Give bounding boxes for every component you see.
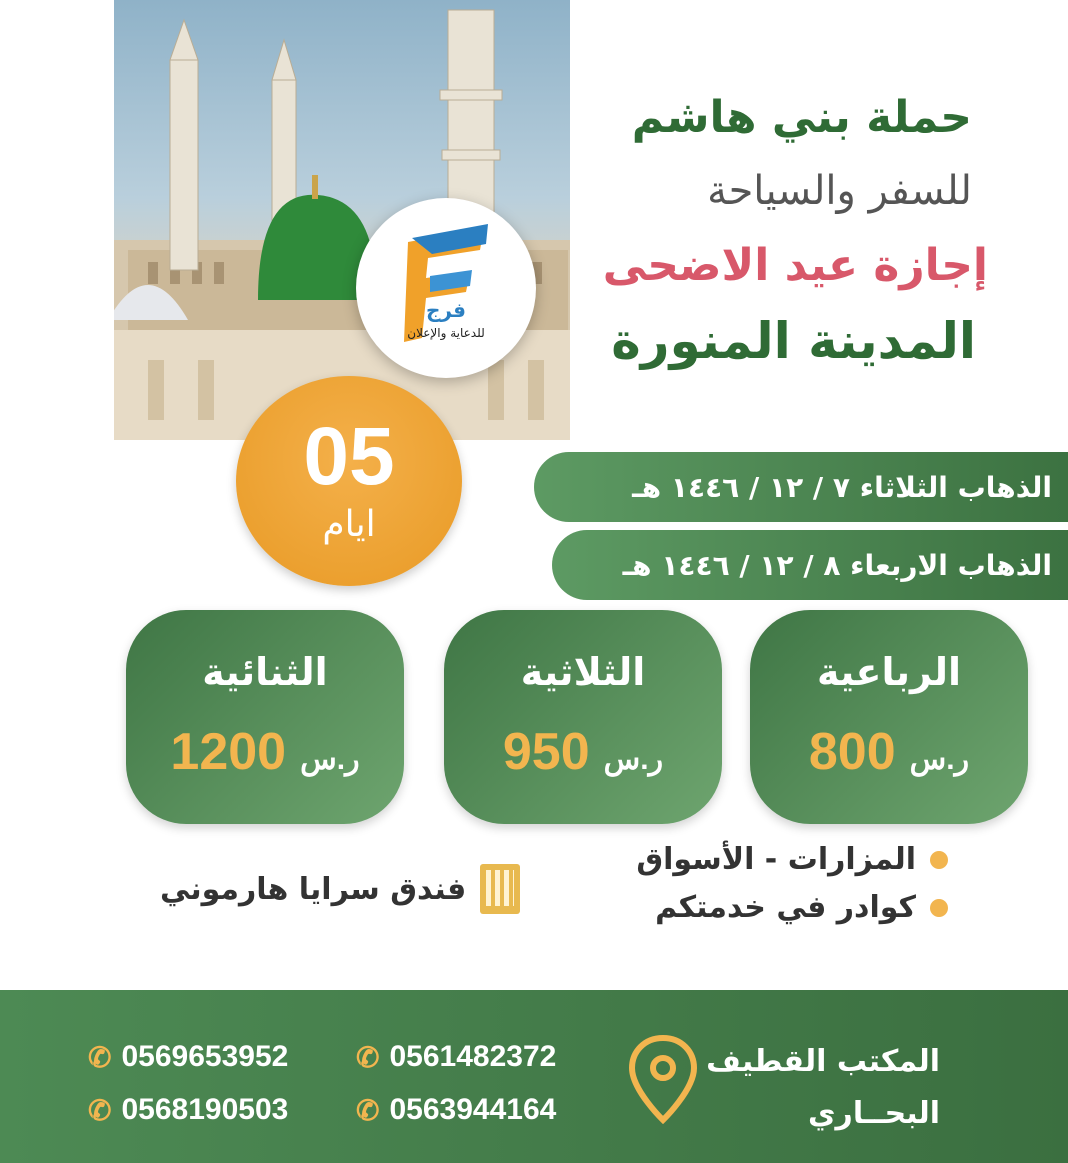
- package-name: الثنائية: [202, 650, 328, 694]
- campaign-title: حملة بني هاشم: [631, 92, 972, 143]
- logo-f-icon: [356, 198, 536, 378]
- phone-icon: ✆: [88, 1041, 112, 1073]
- duration-label: ايام: [322, 504, 376, 545]
- phone-text: 0568190503: [121, 1093, 289, 1126]
- phone-icon: ✆: [88, 1094, 112, 1126]
- phone-icon: ✆: [356, 1094, 380, 1126]
- currency-icon: ر.س: [603, 743, 664, 776]
- currency-icon: ر.س: [300, 743, 360, 776]
- campaign-subtitle: للسفر والسياحة: [707, 168, 972, 214]
- package-card-quad: [750, 610, 1028, 824]
- package-card-double: [126, 610, 404, 824]
- bullet-dot-icon: [930, 851, 948, 869]
- logo-tagline: للدعاية والإعلان: [407, 326, 485, 340]
- hotel-info: [160, 864, 520, 914]
- duration-number: 05: [303, 411, 395, 502]
- phone-text: 0569653952: [121, 1040, 289, 1073]
- feature-text: كوادر في خدمتكم: [655, 890, 916, 925]
- package-price-row: [750, 722, 1028, 782]
- departure-pill-2: [552, 530, 1068, 600]
- departure-text: الذهاب الثلاثاء ٧ / ١٢ / ١٤٤٦ هـ: [632, 470, 1052, 504]
- phone-icon: ✆: [356, 1041, 380, 1073]
- phone-number[interactable]: [356, 1093, 556, 1127]
- bullet-dot-icon: [930, 899, 948, 917]
- feature-text: المزارات - الأسواق: [636, 842, 916, 877]
- phone-text: 0563944164: [389, 1093, 557, 1126]
- office-address: [706, 1036, 940, 1140]
- package-price: 1200: [170, 723, 287, 781]
- package-name: الثلاثية: [520, 650, 646, 694]
- occasion-title: إجازة عيد الاضحى: [602, 240, 988, 291]
- building-icon: [480, 864, 520, 914]
- package-name: الرباعية: [817, 650, 961, 694]
- phone-text: 0561482372: [389, 1040, 557, 1073]
- hotel-name: فندق سرايا هارموني: [160, 871, 467, 907]
- office-line-2: البحــاري: [808, 1096, 940, 1131]
- currency-icon: ر.س: [909, 743, 970, 776]
- office-line-1: المكتب القطيف: [706, 1044, 940, 1079]
- feature-item: [655, 890, 948, 925]
- package-card-triple: [444, 610, 722, 824]
- phone-number[interactable]: [356, 1040, 556, 1074]
- phone-number[interactable]: [88, 1040, 288, 1074]
- logo-name: فرج: [426, 298, 466, 322]
- feature-item: [636, 842, 948, 877]
- departure-pill-1: [534, 452, 1068, 522]
- destination-title: المدينة المنورة: [611, 312, 976, 370]
- duration-badge: [236, 376, 462, 586]
- package-price: 800: [808, 723, 896, 781]
- package-price-row: [126, 722, 404, 782]
- departure-text: الذهاب الاربعاء ٨ / ١٢ / ١٤٤٦ هـ: [622, 548, 1052, 582]
- location-pin-icon: [628, 1034, 698, 1124]
- package-price: 950: [502, 723, 590, 781]
- package-price-row: [444, 722, 722, 782]
- phone-number[interactable]: [88, 1093, 288, 1127]
- logo-badge: [356, 198, 536, 378]
